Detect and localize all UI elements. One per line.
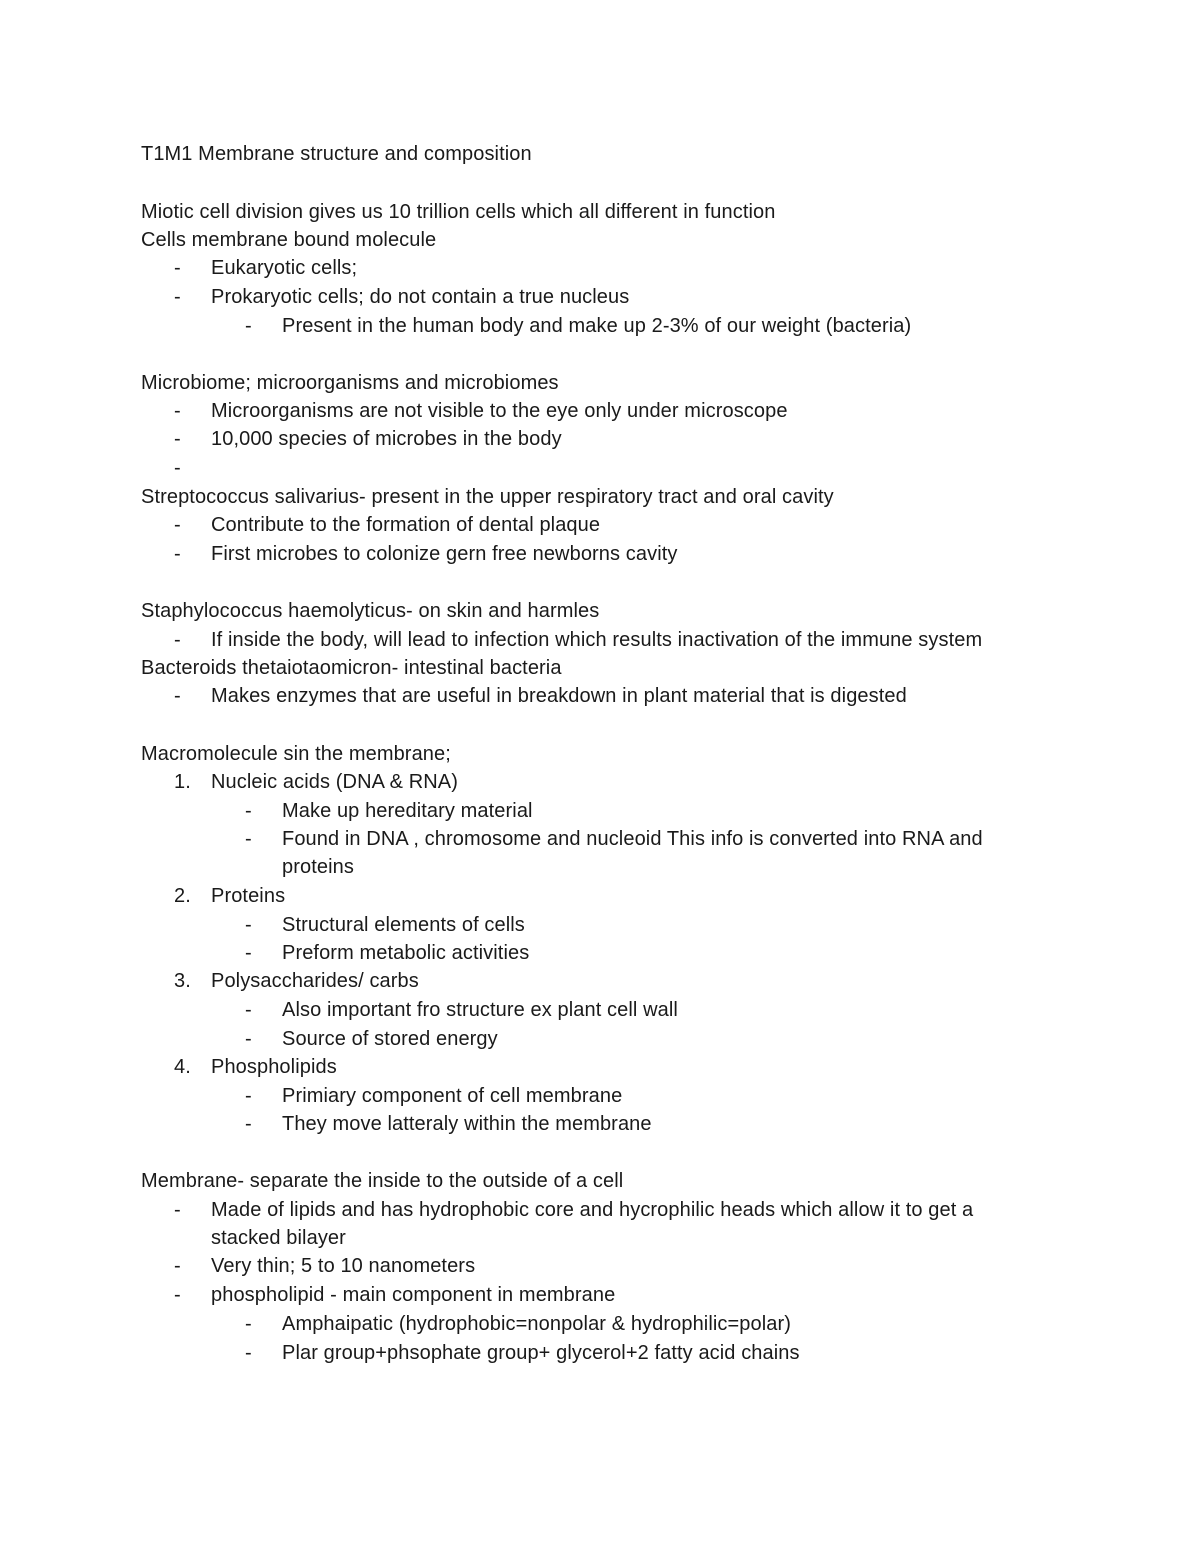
bullet-text: phospholipid - main component in membrane bbox=[211, 1284, 616, 1306]
item-text: Polysaccharides/ carbs bbox=[211, 970, 419, 992]
bullet-dash: - bbox=[245, 1085, 252, 1107]
bullet-text: Microorganisms are not visible to the eye only under microscope bbox=[211, 400, 788, 422]
bullet-dash: - bbox=[245, 914, 252, 936]
bullet-dash: - bbox=[245, 999, 252, 1021]
item-number: 3. bbox=[174, 970, 191, 992]
bullet-dash: - bbox=[245, 800, 252, 822]
bullet-dash: - bbox=[174, 543, 181, 565]
bullet-text-continued: stacked bilayer bbox=[211, 1227, 346, 1249]
paragraph: Cells membrane bound molecule bbox=[141, 229, 437, 251]
bullet-dash: - bbox=[174, 514, 181, 536]
bullet-dash: - bbox=[174, 1284, 181, 1306]
bullet-dash: - bbox=[174, 286, 181, 308]
section-heading: Bacteroids thetaiotaomicron- intestinal bacteria bbox=[141, 657, 562, 679]
section-heading: Streptococcus salivarius- present in the upper respiratory tract and oral cavity bbox=[141, 486, 834, 508]
section-heading: Microbiome; microorganisms and microbiomes bbox=[141, 372, 559, 394]
bullet-text-continued: proteins bbox=[282, 856, 354, 878]
bullet-text: Also important fro structure ex plant cell wall bbox=[282, 999, 678, 1021]
item-number: 4. bbox=[174, 1056, 191, 1078]
bullet-text: Found in DNA , chromosome and nucleoid This info is converted into RNA and bbox=[282, 828, 983, 850]
bullet-dash: - bbox=[174, 629, 181, 651]
item-text: Phospholipids bbox=[211, 1056, 337, 1078]
bullet-text: Very thin; 5 to 10 nanometers bbox=[211, 1255, 476, 1277]
document-title: T1M1 Membrane structure and composition bbox=[141, 143, 532, 165]
bullet-text: Made of lipids and has hydrophobic core and hycrophilic heads which allow it to get a bbox=[211, 1199, 974, 1221]
bullet-dash: - bbox=[174, 257, 181, 279]
section-heading: Macromolecule sin the membrane; bbox=[141, 743, 451, 765]
bullet-text: Eukaryotic cells; bbox=[211, 257, 358, 279]
bullet-text: Source of stored energy bbox=[282, 1028, 498, 1050]
bullet-text: Make up hereditary material bbox=[282, 800, 533, 822]
item-text: Proteins bbox=[211, 885, 286, 907]
bullet-dash: - bbox=[245, 1113, 252, 1135]
bullet-text: Structural elements of cells bbox=[282, 914, 525, 936]
bullet-text: Makes enzymes that are useful in breakdown in plant material that is digested bbox=[211, 685, 907, 707]
bullet-dash: - bbox=[245, 828, 252, 850]
bullet-text: Present in the human body and make up 2-3% of our weight (bacteria) bbox=[282, 315, 912, 337]
bullet-text: Plar group+phsophate group+ glycerol+2 fatty acid chains bbox=[282, 1342, 800, 1364]
item-number: 2. bbox=[174, 885, 191, 907]
bullet-text: First microbes to colonize gern free newborns cavity bbox=[211, 543, 678, 565]
bullet-dash: - bbox=[174, 400, 181, 422]
bullet-dash: - bbox=[245, 1028, 252, 1050]
bullet-dash: - bbox=[245, 315, 252, 337]
bullet-dash: - bbox=[174, 457, 181, 479]
bullet-text: Amphaipatic (hydrophobic=nonpolar & hydrophilic=polar) bbox=[282, 1313, 792, 1335]
bullet-text: They move latteraly within the membrane bbox=[282, 1113, 652, 1135]
bullet-text: Preform metabolic activities bbox=[282, 942, 530, 964]
bullet-dash: - bbox=[245, 1342, 252, 1364]
bullet-text: Primiary component of cell membrane bbox=[282, 1085, 623, 1107]
item-number: 1. bbox=[174, 771, 191, 793]
bullet-dash: - bbox=[174, 1255, 181, 1277]
bullet-text: Prokaryotic cells; do not contain a true nucleus bbox=[211, 286, 630, 308]
bullet-text: If inside the body, will lead to infection which results inactivation of the immune system bbox=[211, 629, 983, 651]
bullet-dash: - bbox=[174, 428, 181, 450]
bullet-dash: - bbox=[174, 685, 181, 707]
bullet-dash: - bbox=[245, 1313, 252, 1335]
section-heading: Membrane- separate the inside to the outside of a cell bbox=[141, 1170, 624, 1192]
bullet-dash: - bbox=[174, 1199, 181, 1221]
bullet-text: Contribute to the formation of dental plaque bbox=[211, 514, 601, 536]
item-text: Nucleic acids (DNA & RNA) bbox=[211, 771, 459, 793]
paragraph: Miotic cell division gives us 10 trillion cells which all different in function bbox=[141, 201, 776, 223]
section-heading: Staphylococcus haemolyticus- on skin and harmles bbox=[141, 600, 600, 622]
bullet-text: 10,000 species of microbes in the body bbox=[211, 428, 562, 450]
bullet-dash: - bbox=[245, 942, 252, 964]
